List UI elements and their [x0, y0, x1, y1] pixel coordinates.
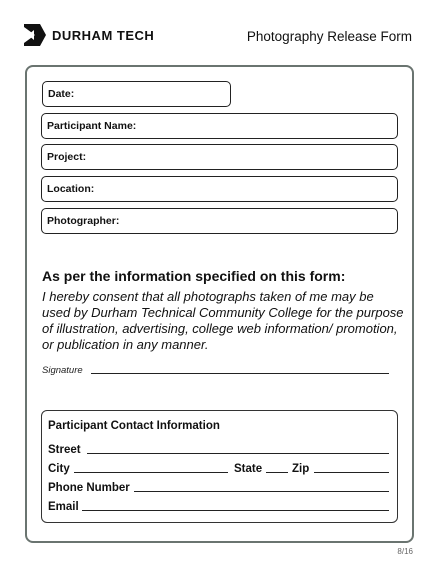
city-label: City [48, 463, 70, 475]
participant-name-label: Participant Name: [47, 120, 137, 132]
phone-label: Phone Number [48, 482, 130, 494]
street-line[interactable] [87, 453, 389, 454]
email-line[interactable] [82, 510, 389, 511]
state-label: State [234, 463, 263, 475]
city-line[interactable] [74, 472, 228, 473]
state-line[interactable] [266, 472, 288, 473]
location-field[interactable] [41, 176, 398, 202]
signature-label: Signature [42, 365, 83, 376]
photographer-label: Photographer: [47, 215, 120, 227]
email-label: Email [48, 501, 79, 513]
zip-label: Zip [292, 463, 310, 475]
zip-line[interactable] [314, 472, 389, 473]
consent-text: I hereby consent that all photographs taken of me may be used by Durham Technical Community College for the purpose of illustration, advertising, college web information/ promotion, or publication in any manner. [42, 289, 404, 352]
photographer-field[interactable] [41, 208, 398, 234]
street-label: Street [48, 444, 81, 456]
logo-mark-icon [24, 24, 46, 46]
project-label: Project: [47, 151, 87, 163]
location-label: Location: [47, 183, 95, 195]
form-title: Photography Release Form [246, 29, 412, 44]
brand-name: DURHAM TECH [52, 27, 155, 43]
participant-name-field[interactable] [41, 113, 398, 139]
signature-line[interactable] [91, 373, 389, 374]
durham-tech-logo [24, 24, 154, 46]
page-number: 8/16 [397, 547, 413, 556]
consent-heading: As per the information specified on this form: [42, 268, 346, 284]
date-field[interactable] [42, 81, 231, 107]
project-field[interactable] [41, 144, 398, 170]
contact-info-title: Participant Contact Information [48, 420, 220, 432]
date-label: Date: [48, 88, 75, 100]
phone-line[interactable] [134, 491, 389, 492]
